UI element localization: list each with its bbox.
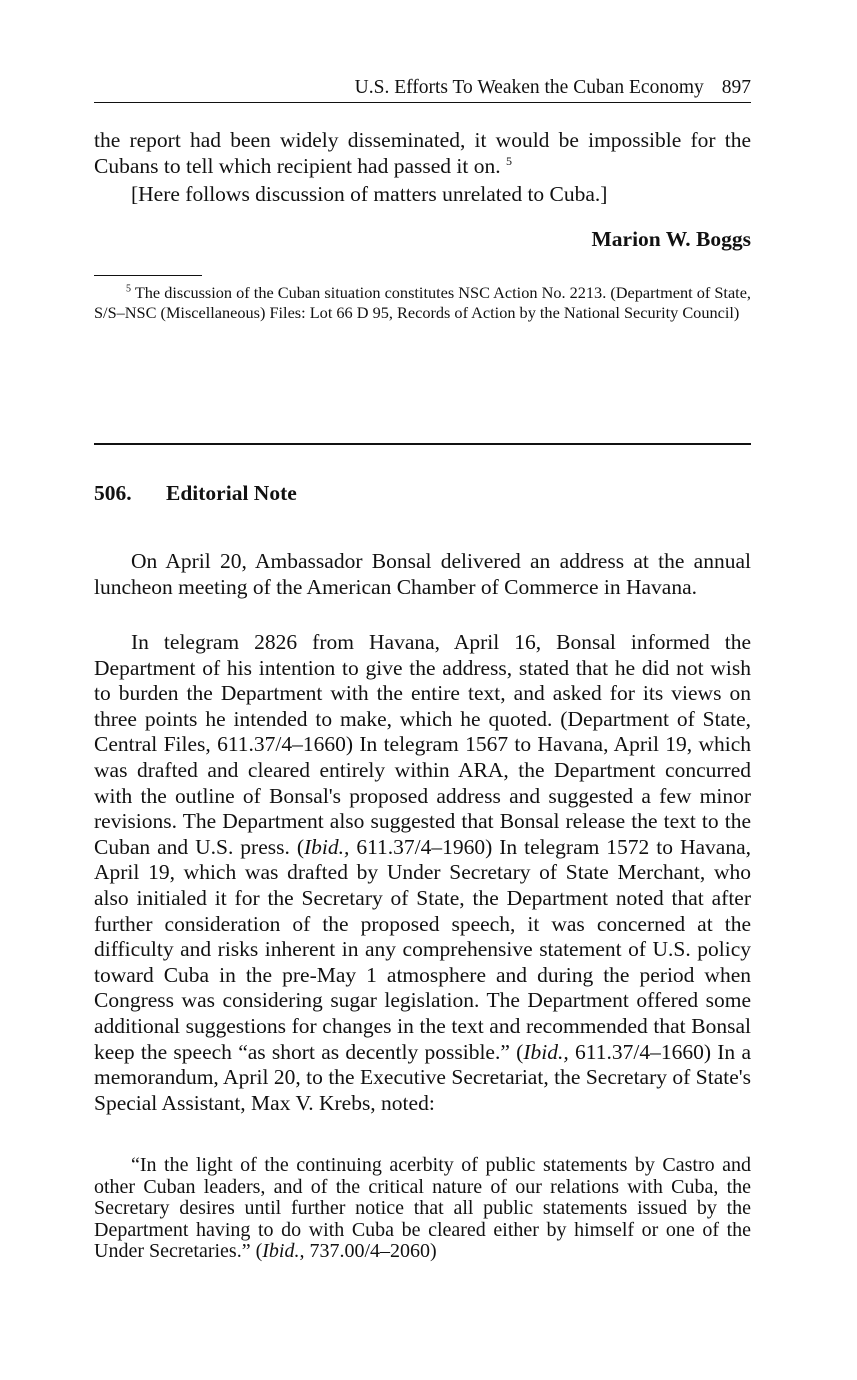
footnote-text: The discussion of the Cuban situation constitutes NSC Action No. 2213. (Department of State, S/S–NSC (Miscellaneous) Files: Lot 66 D 95, Records of Action by the National Security Council) — [94, 283, 751, 322]
footnote — [94, 283, 751, 322]
section-title: Editorial Note — [166, 481, 297, 505]
block-quote — [94, 1155, 751, 1263]
body-paragraph-2 — [94, 630, 751, 1116]
page-number: 897 — [721, 77, 751, 98]
footnote-marker: 5 — [126, 283, 131, 295]
body-paragraph-1: On April 20, Ambassador Bonsal delivered an address at the annual luncheon meeting of the American Chamber of Commerce in Havana. — [94, 549, 751, 599]
para2-text-3: 611.37/4–1660) In a memorandum, April 20, to the Executive Secretariat, the Secretary of State's Special Assistant, Max V. Krebs, noted: — [94, 1039, 751, 1115]
footnote-reference: 5 — [506, 153, 512, 168]
footnote-rule — [94, 275, 202, 276]
quote-citation: 737.00/4–2060) — [304, 1240, 437, 1262]
running-head — [94, 74, 751, 103]
ibid-citation-2: Ibid., — [523, 1039, 569, 1064]
bracket-note: [Here follows discussion of matters unrelated to Cuba.] — [131, 182, 608, 206]
quote-text: “In the light of the continuing acerbity of public statements by Castro and other Cuban leaders, and of the critical nature of our relations with Cuba, the Secretary desires until further notice that all public statements issued by the Department having to do with Cuba be cleared either by himself or one of the Under Secretaries.” ( — [94, 1154, 751, 1262]
continued-paragraph-text: the report had been widely disseminated, it would be impossible for the Cubans to tell which recipient had passed it on. — [94, 128, 751, 178]
ibid-citation-1: Ibid., — [303, 834, 350, 859]
para2-text-2: 611.37/4–1960) In telegram 1572 to Havana, April 19, which was drafted by Under Secretary of State Merchant, who also initialed it for the Secretary of State, the Department noted that after further consideration of the proposed speech, it was concerned at the difficulty and risks inherent in any comprehensive statement of U.S. policy toward Cuba in the pre-May 1 atmosphere and during the period when Congress was considering sugar legislation. The Department offered some additional suggestions for changes in the text and recommended that Bonsal keep the speech “as short as decently possible.” ( — [94, 834, 751, 1064]
quote-ibid: Ibid., — [262, 1240, 305, 1262]
section-number: 506. — [94, 481, 132, 505]
section-divider — [94, 443, 751, 445]
section-heading — [94, 480, 751, 506]
continued-paragraph — [94, 128, 751, 179]
signer-name: Marion W. Boggs — [591, 227, 751, 251]
para2-text-1: In telegram 2826 from Havana, April 16, Bonsal informed the Department of his intention to give the address, stated that he did not wish to burden the Department with the entire text, and asked for its views on three points he intended to make, which he quoted. (Department of State, Central Files, 611.37/4–1660) In telegram 1567 to Havana, April 19, which was drafted and cleared entirely within ARA, the Department concurred with the outline of Bonsal's proposed address and suggested a few minor revisions. The Department also suggested that Bonsal release the text to the Cuban and U.S. press. ( — [94, 630, 751, 859]
running-head-title: U.S. Efforts To Weaken the Cuban Economy — [354, 77, 704, 98]
